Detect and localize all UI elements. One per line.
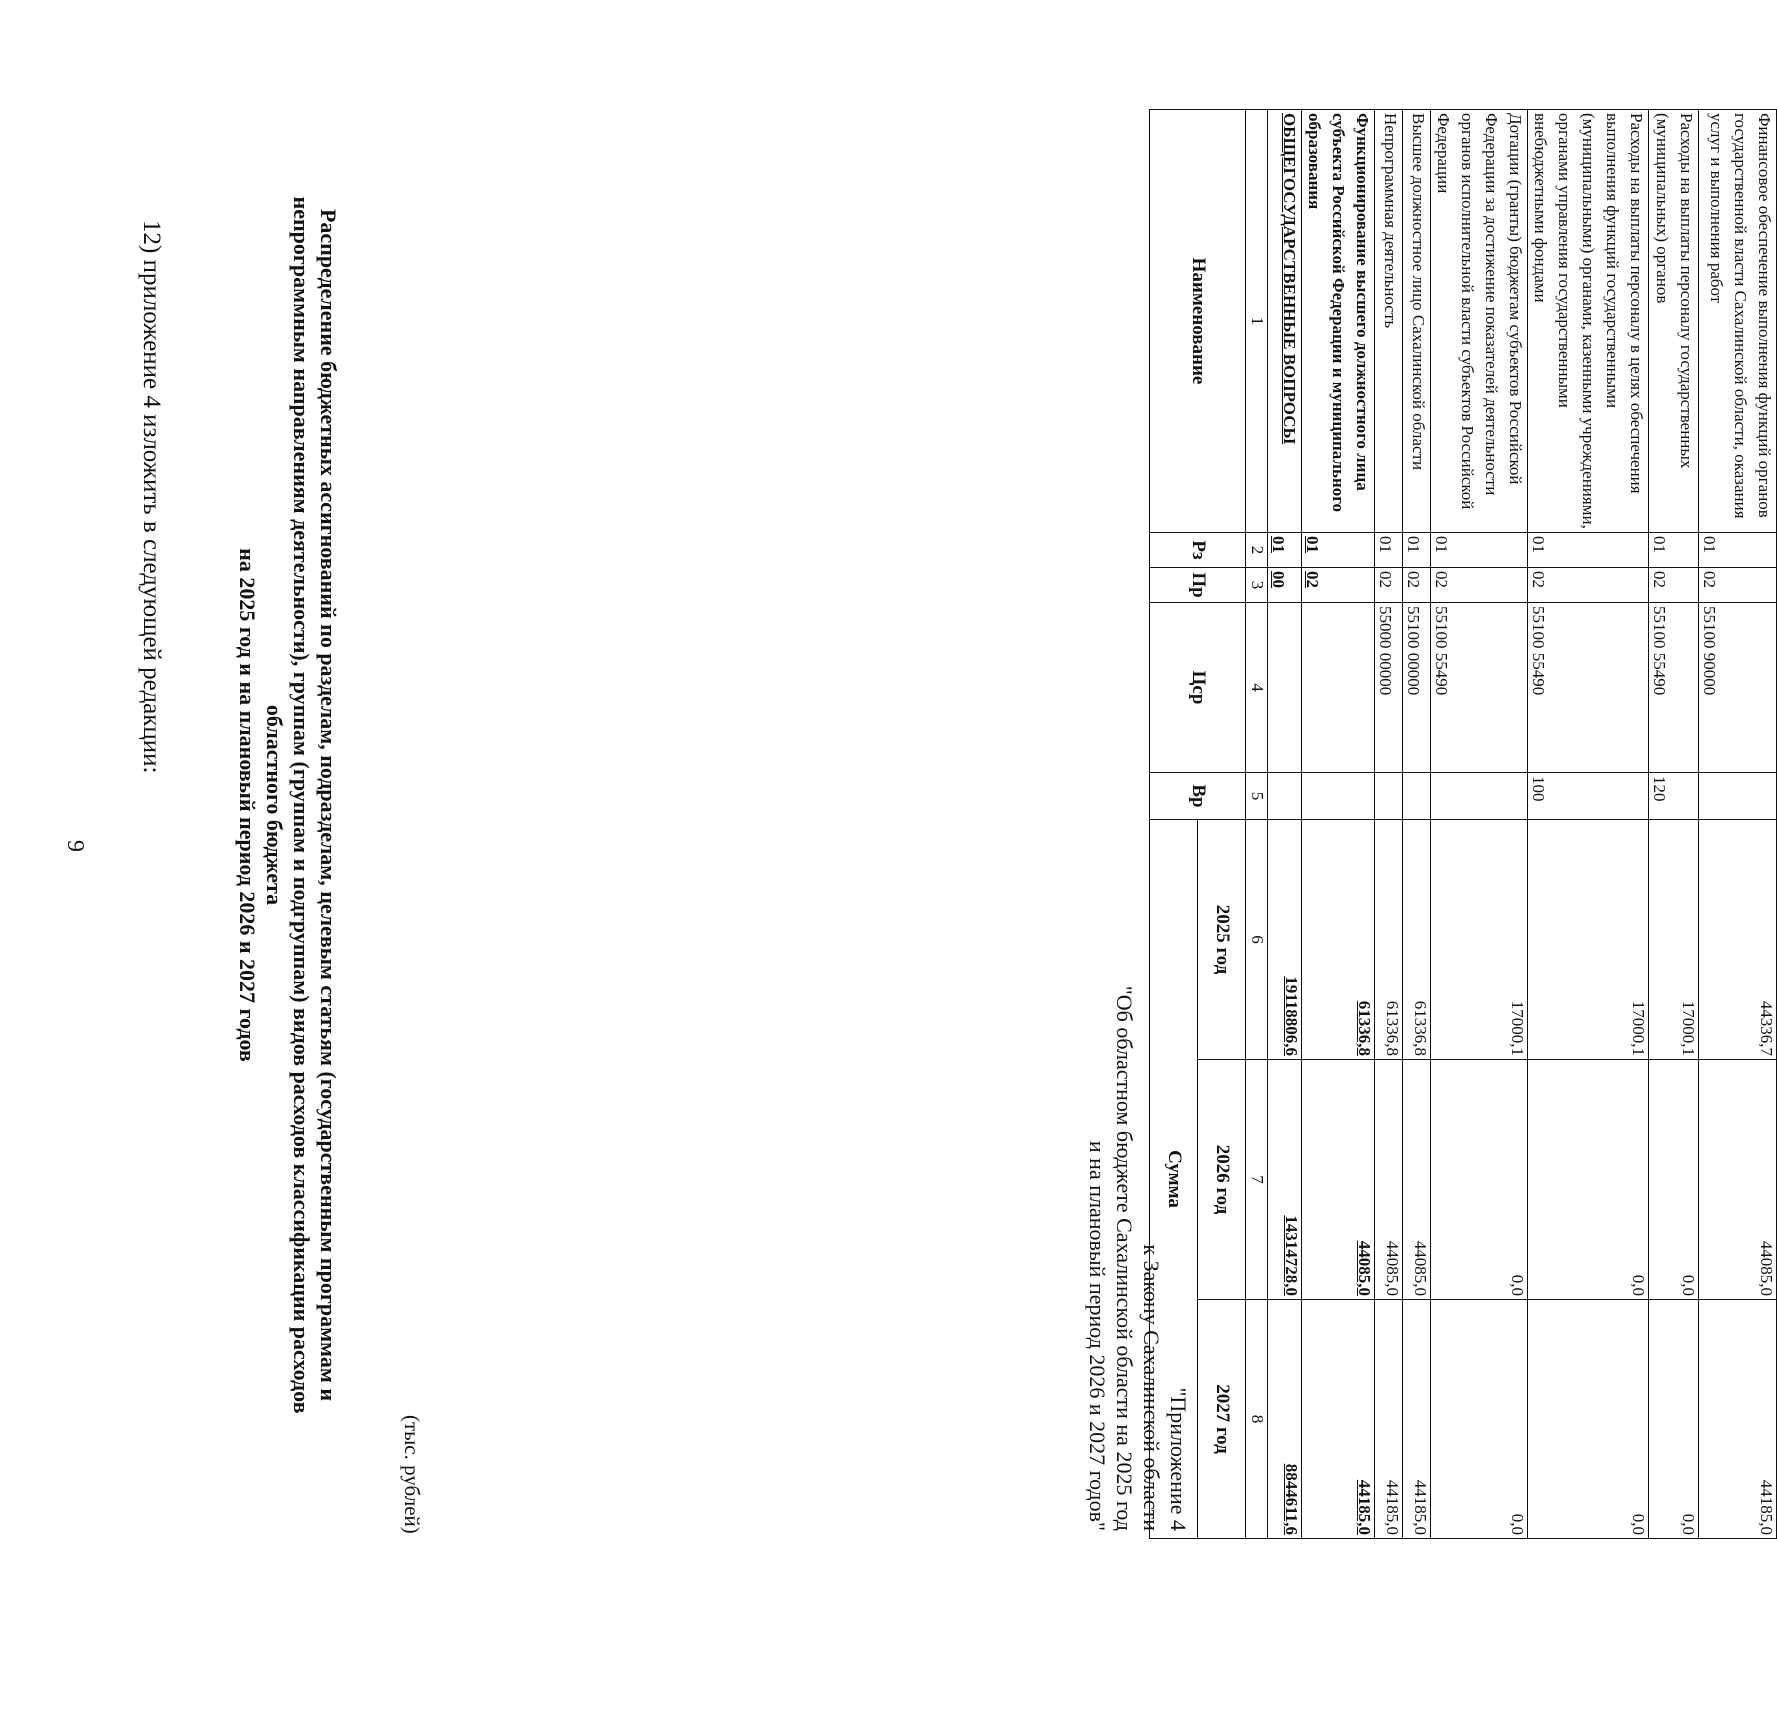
row-sum-2027 [1268,1300,1302,1539]
header-2025-text: 2025 год [1211,904,1233,975]
row-name-text: ОБЩЕГОСУДАРСТВЕННЫЕ ВОПРОСЫ [1280,113,1299,445]
table-row [1375,110,1403,1539]
column-number-text: 5 [1247,791,1267,801]
column-number-text: 6 [1247,935,1267,944]
row-sum-2026 [1528,1060,1649,1300]
row-name [1375,110,1403,533]
row-sum-2025-text: 61336,8 [1411,1000,1430,1056]
row-sum-2025-text: 17000,1 [1629,1000,1648,1056]
row-rz [1302,533,1375,568]
row-pr-text: 02 [1650,571,1669,588]
header-csr-text: Цср [1187,670,1209,705]
row-sum-2025-text: 17000,1 [1508,1000,1527,1056]
header-2025 [1198,820,1246,1060]
header-2026-text: 2026 год [1211,1144,1233,1215]
header-rz [1150,533,1246,568]
table-row [1699,110,1777,1539]
title-line: непрограммным направлениям деятельности), группам (группам и подгруппам) видов расходов классификации расходов [289,196,314,1414]
row-csr-text: 55000 00000 [1376,606,1395,696]
row-rz-text: 01 [1650,536,1669,553]
row-pr [1302,568,1375,603]
row-sum-2025 [1302,820,1375,1060]
row-sum-2027 [1699,1300,1777,1539]
title-line: на 2025 год и на плановый период 2026 и 2027 годов [235,548,260,1062]
row-vr [1649,773,1699,820]
column-number [1246,773,1268,820]
row-sum-2027 [1431,1300,1528,1539]
row-sum-2026-text: 14314728,0 [1282,1215,1301,1296]
column-number-text: 2 [1247,545,1267,555]
row-vr [1528,773,1649,820]
document-title [234,145,342,1465]
row-sum-2027 [1403,1300,1431,1539]
row-rz-text: 01 [1432,536,1451,553]
column-number-text: 8 [1247,1414,1267,1424]
row-rz [1375,533,1403,568]
page-number: 9 [62,840,88,852]
row-rz-text: 01 [1529,536,1548,553]
column-number-text: 7 [1247,1175,1267,1184]
header-2026 [1198,1060,1246,1300]
row-pr-text: 00 [1269,571,1288,588]
table-row [1302,110,1375,1539]
row-rz [1431,533,1528,568]
row-csr-text: 55100 90000 [1700,606,1719,696]
row-csr-text: 55100 00000 [1404,606,1423,696]
row-sum-2026-text: 44085,0 [1383,1240,1402,1296]
row-rz [1649,533,1699,568]
row-sum-2027-text: 0,0 [1629,1513,1648,1536]
row-name [1431,110,1528,533]
header-name-text: Наименование [1187,257,1209,385]
header-sum-text: Сумма [1163,1150,1185,1208]
column-number [1246,1300,1268,1539]
row-sum-2027 [1375,1300,1403,1539]
header-csr [1150,603,1246,773]
row-sum-2026 [1268,1060,1302,1300]
row-sum-2025-text: 44336,7 [1757,1000,1776,1056]
title-line: Распределение бюджетных ассигнований по разделам, подразделам, целевым статьям (государственным программам и [316,208,341,1402]
title-line: областного бюджета [262,704,287,906]
header-vr-text: Вр [1187,784,1209,808]
column-number-text: 3 [1247,580,1267,590]
row-pr-text: 02 [1432,571,1451,588]
row-pr-text: 02 [1303,571,1322,588]
appendix-line: "Об областном бюджете Сахалинской области на 2025 год [1112,985,1137,1531]
row-csr [1403,603,1431,773]
row-pr-text: 02 [1529,571,1548,588]
row-rz-text: 01 [1404,536,1423,553]
row-name-text: Расходы на выплаты персоналу в целях обеспечения выполнения функций государственными (муниципальными) органами, казенными учреждениями, органами управления государственными внебюджетными фондами [1531,113,1646,529]
row-sum-2027-text: 44185,0 [1757,1479,1776,1536]
appendix-line: и на плановый период 2026 и 2027 годов" [1085,1140,1110,1531]
appendix-line: к Закону Сахалинской области [1139,1244,1164,1531]
header-row [1150,110,1198,1539]
appendix-line: "Приложение 4 [1166,1387,1191,1531]
row-name [1699,110,1777,533]
row-rz-text: 01 [1376,536,1395,553]
row-rz [1699,533,1777,568]
row-name [1302,110,1375,533]
row-rz-text: 01 [1269,536,1288,553]
table-row [1403,110,1431,1539]
row-csr [1649,603,1699,773]
row-vr-text: 100 [1529,776,1548,802]
row-pr [1649,568,1699,603]
row-sum-2027-text: 44185,0 [1355,1479,1374,1536]
row-sum-2025 [1431,820,1528,1060]
row-csr [1268,603,1302,773]
row-rz [1528,533,1649,568]
row-sum-2027-text: 0,0 [1679,1513,1698,1536]
table-row [1649,110,1699,1539]
row-name [1528,110,1649,533]
row-pr-text: 02 [1376,571,1395,588]
row-name-text: Непрограммная деятельность [1381,113,1400,329]
row-vr [1403,773,1431,820]
row-rz-text: 01 [1700,536,1719,553]
row-sum-2027-text: 44185,0 [1411,1479,1430,1536]
row-rz-text: 01 [1303,536,1322,553]
row-vr [1431,773,1528,820]
row-vr [1302,773,1375,820]
row-sum-2025 [1528,820,1649,1060]
row-sum-2025 [1403,820,1431,1060]
header-pr-text: Пр [1187,572,1209,598]
header-vr [1150,773,1246,820]
row-vr [1268,773,1302,820]
row-sum-2025 [1649,820,1699,1060]
row-sum-2027-text: 44185,0 [1383,1479,1402,1536]
row-sum-2026 [1649,1060,1699,1300]
row-name [1268,110,1302,533]
row-sum-2026 [1699,1060,1777,1300]
column-number [1246,533,1268,568]
table-body [1150,110,1777,1539]
row-sum-2025-text: 17000,1 [1679,1000,1698,1056]
row-sum-2027-text: 0,0 [1508,1513,1527,1536]
row-csr [1699,603,1777,773]
column-number [1246,1060,1268,1300]
row-sum-2026 [1403,1060,1431,1300]
row-pr [1528,568,1649,603]
row-sum-2026-text: 0,0 [1679,1274,1698,1296]
row-csr-text: 55100 55490 [1529,606,1548,696]
row-csr [1431,603,1528,773]
column-number [1246,820,1268,1060]
row-sum-2026 [1431,1060,1528,1300]
row-csr-text: 55100 55490 [1432,606,1451,696]
row-sum-2025 [1268,820,1302,1060]
row-rz [1403,533,1431,568]
row-vr [1699,773,1777,820]
column-number-text: 4 [1247,683,1267,692]
row-rz [1268,533,1302,568]
header-sum [1150,820,1198,1539]
row-csr [1528,603,1649,773]
table-row [1431,110,1528,1539]
row-sum-2025 [1375,820,1403,1060]
row-sum-2027 [1302,1300,1375,1539]
column-number [1246,110,1268,533]
row-pr [1403,568,1431,603]
row-pr [1268,568,1302,603]
row-name [1403,110,1431,533]
header-rz-text: Рз [1187,540,1209,560]
row-sum-2026 [1375,1060,1403,1300]
header-name [1150,110,1246,533]
row-sum-2027-text: 8844611,6 [1282,1463,1301,1536]
column-number-text: 1 [1247,316,1267,326]
units-label: (тыс. рублей) [400,1415,424,1534]
row-pr [1375,568,1403,603]
row-pr [1431,568,1528,603]
row-name [1649,110,1699,533]
row-pr-text: 02 [1700,571,1719,588]
intro-line: 12) приложение 4 изложить в следующей редакции: [138,220,165,774]
row-name-text: Дотации (гранты) бюджетам субъектов Российской Федерации за достижение показателей деятельности органов исполнительной власти субъектов Российской Федерации [1434,113,1525,510]
header-2027 [1198,1300,1246,1539]
row-name-text: Высшее должностное лицо Сахалинской области [1409,113,1428,471]
row-sum-2026-text: 44085,0 [1355,1240,1374,1296]
row-name-text: Расходы на выплаты персоналу государственных (муниципальных) органов [1653,113,1696,469]
row-sum-2026 [1302,1060,1375,1300]
column-number [1246,603,1268,773]
header-pr [1150,568,1246,603]
row-vr-text: 120 [1650,776,1669,802]
row-csr [1375,603,1403,773]
row-vr [1375,773,1403,820]
column-number [1246,568,1268,603]
row-csr-text: 55100 55490 [1650,606,1669,696]
row-sum-2026-text: 0,0 [1508,1274,1527,1296]
row-name-text: Функционирование высшего должностного лица субъекта Российской Федерации и муниципального образования [1305,113,1372,513]
row-sum-2025-text: 19118806,6 [1282,976,1301,1056]
table-row [1268,110,1302,1539]
row-name-text: Финансовое обеспечение выполнения функций органов государственной власти Сахалинской области, оказания услуг и выполнения работ [1707,113,1774,519]
row-pr [1699,568,1777,603]
row-sum-2027 [1649,1300,1699,1539]
row-sum-2027 [1528,1300,1649,1539]
table-row [1528,110,1649,1539]
budget-allocation-table [1149,109,1777,1539]
column-number-row [1246,110,1268,1539]
row-pr-text: 02 [1404,571,1423,588]
row-sum-2025-text: 61336,8 [1355,1000,1374,1056]
row-sum-2025 [1699,820,1777,1060]
header-2027-text: 2027 год [1211,1384,1233,1454]
row-sum-2026-text: 0,0 [1629,1274,1648,1296]
row-csr [1302,603,1375,773]
row-sum-2025-text: 61336,8 [1383,1000,1402,1056]
row-sum-2026-text: 44085,0 [1411,1240,1430,1296]
row-sum-2026-text: 44085,0 [1757,1240,1776,1296]
